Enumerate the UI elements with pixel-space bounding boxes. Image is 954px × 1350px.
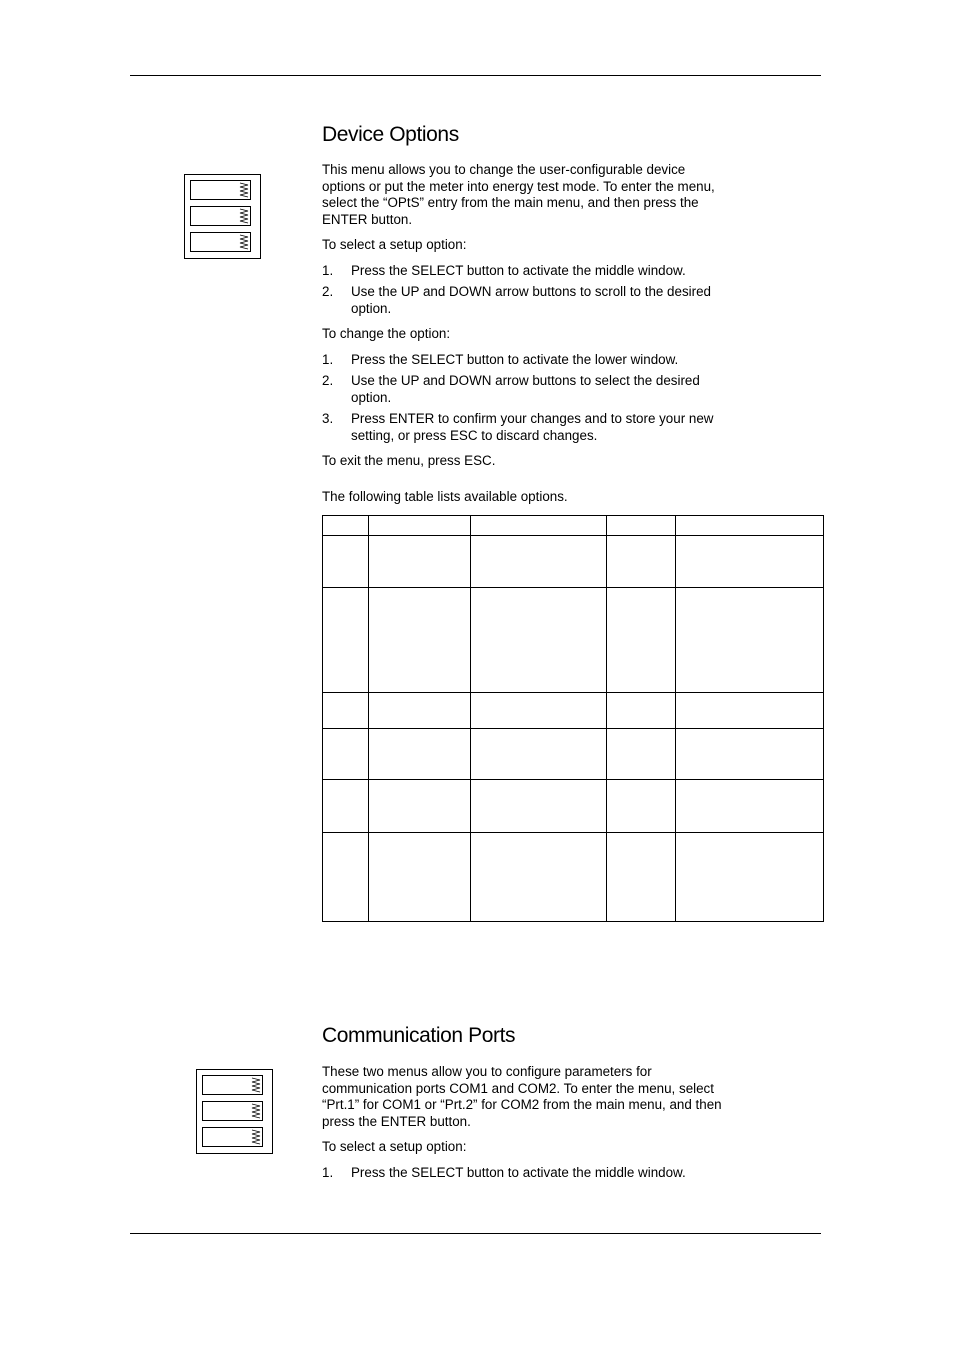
table-cell (323, 833, 369, 922)
display-window-middle (190, 206, 251, 226)
table-cell (323, 588, 369, 693)
header-rule (130, 75, 821, 76)
table-cell (471, 780, 607, 833)
list-number: 1. (322, 1165, 334, 1180)
table-row (323, 833, 824, 922)
table-intro: The following table lists available options. (322, 489, 568, 504)
display-icon-device-options (184, 174, 261, 259)
table-cell (676, 588, 824, 693)
list-number: 3. (322, 411, 334, 426)
table-cell (676, 693, 824, 729)
list-item (322, 1165, 722, 1182)
table-cell (471, 693, 607, 729)
list-number: 1. (322, 352, 334, 367)
table-header-cell (676, 516, 824, 536)
segment-icon (239, 182, 249, 198)
table-cell (607, 780, 676, 833)
table-cell (369, 536, 471, 588)
table-row (323, 536, 824, 588)
display-window-top (202, 1075, 263, 1095)
communication-ports-select-label: To select a setup option: (322, 1139, 467, 1154)
list-item (322, 284, 722, 317)
device-options-select-label: To select a setup option: (322, 237, 467, 252)
table-header-cell (471, 516, 607, 536)
options-table (322, 515, 824, 922)
table-cell (676, 833, 824, 922)
table-header-cell (607, 516, 676, 536)
device-options-change-label: To change the option: (322, 326, 451, 341)
list-text: Press the SELECT button to activate the middle window. (351, 263, 686, 278)
table-cell (323, 693, 369, 729)
list-number: 1. (322, 263, 334, 278)
list-text: Use the UP and DOWN arrow buttons to select the desired option. (351, 373, 700, 405)
list-text: Press the SELECT button to activate the lower window. (351, 352, 679, 367)
table-cell (369, 588, 471, 693)
table-cell (323, 780, 369, 833)
table-cell (471, 588, 607, 693)
device-options-intro: This menu allows you to change the user-configurable device options or put the meter into energy test mode. To enter the menu, select the “OPtS” entry from the main menu, and then press the ENTER button. (322, 162, 715, 227)
table-cell (471, 833, 607, 922)
table-cell (676, 536, 824, 588)
segment-icon (251, 1103, 261, 1119)
list-text: Press ENTER to confirm your changes and to store your new setting, or press ESC to discard changes. (351, 411, 714, 443)
list-item (322, 352, 722, 369)
display-window-bottom (190, 232, 251, 252)
list-item (322, 263, 722, 280)
table-cell (369, 780, 471, 833)
table-cell (607, 693, 676, 729)
table-row (323, 729, 824, 780)
table-row (323, 588, 824, 693)
device-options-exit-text: To exit the menu, press ESC. (322, 453, 496, 468)
table-cell (676, 780, 824, 833)
display-icon-communication-ports (196, 1069, 273, 1154)
section-title-communication-ports: Communication Ports (322, 1024, 516, 1047)
table-cell (323, 729, 369, 780)
table-cell (369, 729, 471, 780)
list-number: 2. (322, 284, 334, 299)
segment-icon (239, 234, 249, 250)
table-cell (607, 588, 676, 693)
table-cell (607, 729, 676, 780)
table-cell (369, 833, 471, 922)
list-item (322, 373, 722, 406)
footer-rule (130, 1233, 821, 1234)
table-row (323, 693, 824, 729)
table-cell (676, 729, 824, 780)
table-row (323, 780, 824, 833)
table-header-cell (369, 516, 471, 536)
list-number: 2. (322, 373, 334, 388)
display-window-top (190, 180, 251, 200)
table-cell (323, 536, 369, 588)
table-header-cell (323, 516, 369, 536)
display-window-bottom (202, 1127, 263, 1147)
display-window-middle (202, 1101, 263, 1121)
table-cell (369, 693, 471, 729)
table-cell (471, 729, 607, 780)
segment-icon (251, 1129, 261, 1145)
segment-icon (239, 208, 249, 224)
table-cell (607, 833, 676, 922)
table-cell (607, 536, 676, 588)
list-item (322, 411, 722, 444)
list-text: Press the SELECT button to activate the middle window. (351, 1165, 686, 1180)
table-cell (471, 536, 607, 588)
list-text: Use the UP and DOWN arrow buttons to scroll to the desired option. (351, 284, 711, 316)
section-title-device-options: Device Options (322, 123, 459, 146)
communication-ports-intro: These two menus allow you to configure parameters for communication ports COM1 and COM2. To enter the menu, select “Prt.1” for COM1 or “Prt.2” for COM2 from the main menu, and then press the ENTER button. (322, 1064, 722, 1129)
segment-icon (251, 1077, 261, 1093)
table-header-row (323, 516, 824, 536)
